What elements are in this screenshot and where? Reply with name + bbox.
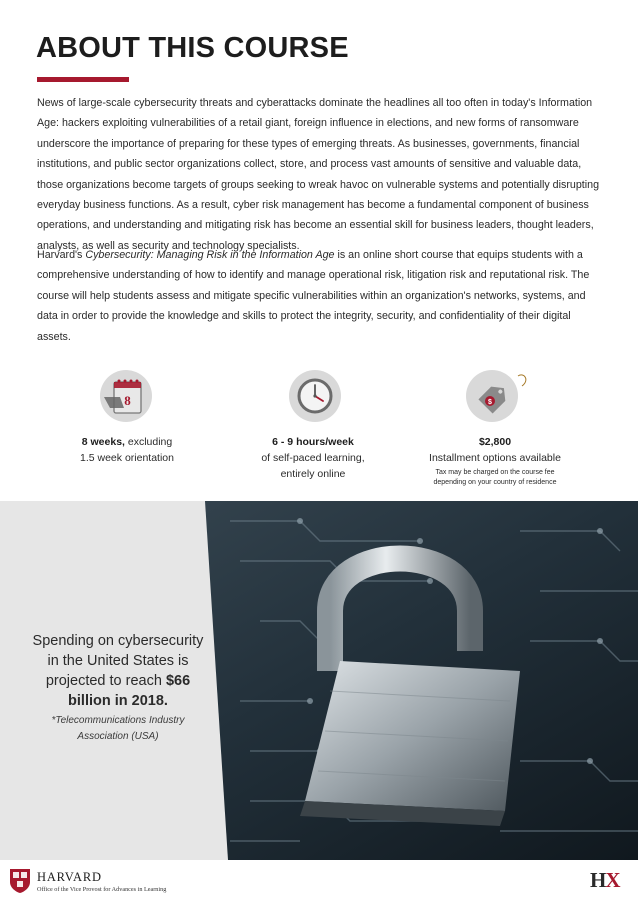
harvard-wordmark: HARVARD (37, 870, 102, 884)
svg-text:8: 8 (124, 393, 131, 408)
office-subtitle: Office of the Vice Provost for Advances in Learning (37, 886, 167, 893)
page-title: ABOUT THIS COURSE (36, 32, 349, 64)
spending-callout: Spending on cybersecurity in the United States is projected to reach $66 billion in 2018. *Telecommunications Industry Association (USA) (26, 631, 210, 745)
calendar-icon (100, 370, 152, 422)
footer (0, 860, 638, 903)
svg-text:$: $ (488, 399, 492, 406)
price-tag-icon (466, 370, 518, 422)
stat-hours: 6 - 9 hours/week of self-paced learning, entirely online (261, 436, 365, 480)
callout-source: *Telecommunications Industry Association (USA) (51, 715, 185, 742)
intro-paragraph-2: Harvard's Cybersecurity: Managing Risk in the Information Age is an online short course that equips students with a comprehensive understanding of how to identify and manage operational risk, litigation risk and reputational risk. The course will help students assess and mitigate specific vulnerabilities within an organization's networks, systems, and data in order to provide the knowledge and skills to protect the integrity, security, and confidentiality of their digital assets. (37, 249, 590, 343)
course-title: Cybersecurity: Managing Risk in the Information Age (85, 249, 335, 261)
hx-logo: HX (590, 868, 620, 892)
harvard-shield-icon (9, 868, 31, 894)
stat-price: $2,800 Installment options available Tax may be charged on the course fee depending on your country of residence (429, 436, 561, 486)
clock-icon (289, 370, 341, 422)
title-underline (37, 77, 129, 82)
stat-duration: 8 weeks, excluding 1.5 week orientation (80, 436, 174, 464)
intro-paragraph-1: News of large-scale cybersecurity threats and cyberattacks dominate the headlines all too often in today's Information Age: hackers exploiting vulnerabilities of a retail giant, foreign influence in elections, and new forms of ransomware underscore the importance of preparing for these types of emerging threats. As businesses, governments, financial institutions, and public sector organizations collect, store, and process vast amounts of sensitive and valuable data, those organizations become targets of groups seeking to wreak havoc on vulnerable systems and potentially disrupting everyday business functions. As a result, cyber risk management has become a fundamental component of business operations, and understanding and mitigating risk has become an essential skill for business leaders, thought leaders, analysts, as well as security and technology specialists. (37, 97, 600, 252)
